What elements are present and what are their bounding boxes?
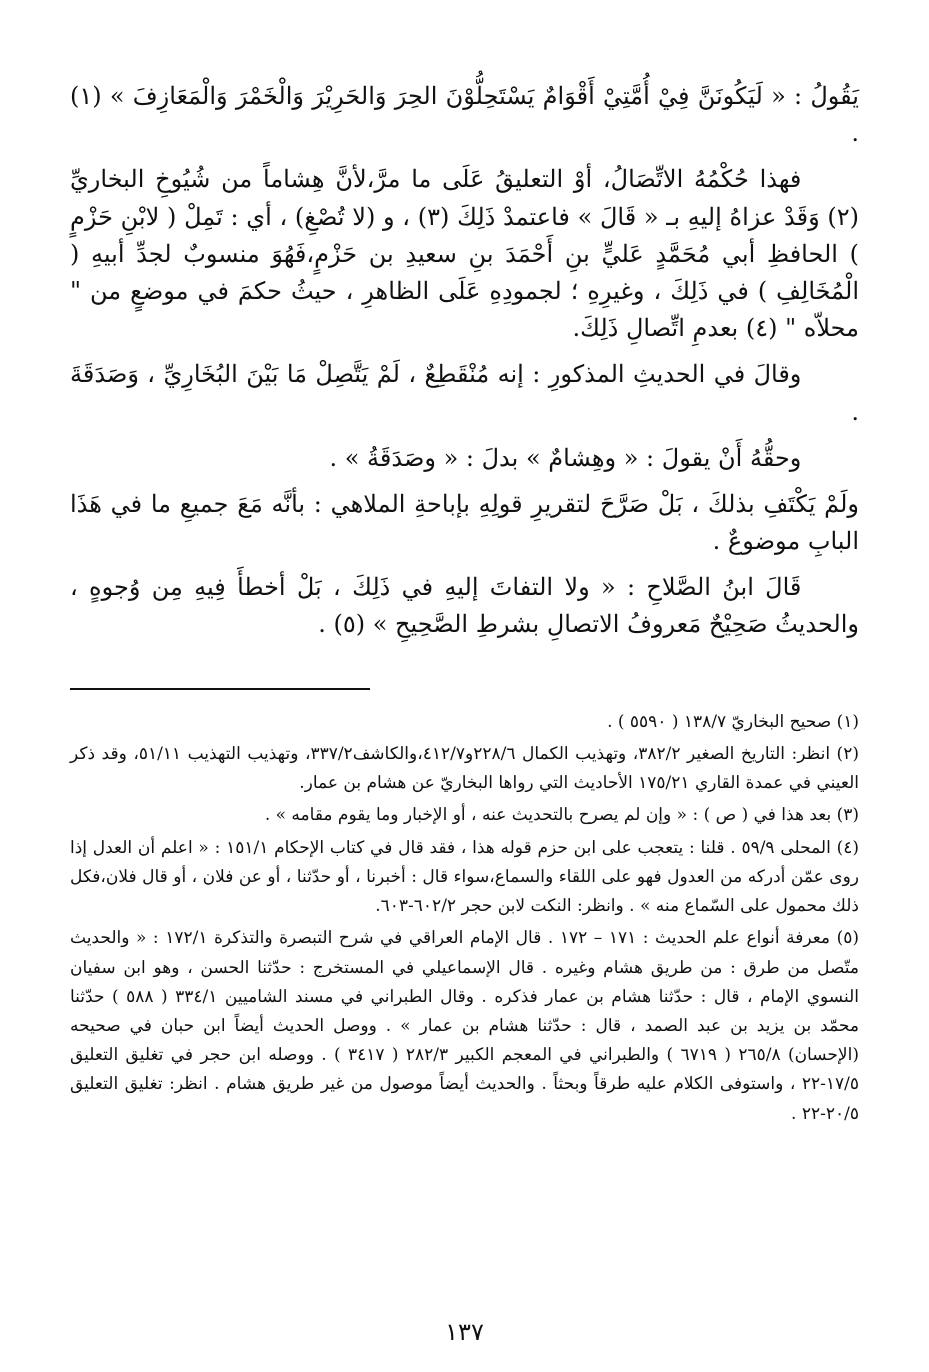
footnote-4: (٤) المحلى ٥٩/٩ . قلنا : يتعجب على ابن حزم قوله هذا ، فقد قال في كتاب الإحكام ١٥١/١ : « اعلم أن العدل إذا روى عمّن أدركه من العدول فهو على اللقاء والسماع،سواء قال : أخبرنا ، أو حدّثنا ، أو عن فلان ، أو قال فلان،فكل ذلك محمول على السّماع منه » . وانظر: النكت لابن حجر ٦٠٢/٢-٦٠٣. bbox=[70, 837, 859, 917]
footnote-1: (١) صحيح البخاريّ ١٣٨/٧ ( ٥٥٩٠ ) . bbox=[607, 711, 859, 732]
page-number: ١٣٧ bbox=[445, 1318, 484, 1346]
body-paragraph-2: فهذا حُكْمُهُ الاتِّصَالُ، أوْ التعليقُ عَلَى ما مرَّ،لأنَّ هِشاماً من شُيُوخِ البخاريِّ (٢) وَقَدْ عزاهُ إليهِ بـ « قَالَ » فاعتمدْ ذَلِكَ (٣) ، و (لا تُصْغِ) ، أي : تَمِلْ ( لابْنِ حَزْمٍ ) الحافظِ أبي مُحَمَّدٍ عَليٍّ بنِ أَحْمَدَ بنِ سعيدِ بن حَزْمٍ،فَهُوَ منسوبٌ لجدِّ أبيهِ ( الْمُخَالِفِ ) في ذَلِكَ ، وغيرِهِ ؛ لجمودِهِ عَلَى الظاهرِ ، حيثُ حكمَ في موضعٍ من " محلاّه " (٤) بعدمِ اتِّصالِ ذَلِكَ. bbox=[70, 165, 860, 343]
main-text bbox=[70, 78, 859, 644]
footnote-5: (٥) معرفة أنواع علم الحديث : ١٧١ – ١٧٢ . قال الإمام العراقي في شرح التبصرة والتذكرة ١٧٢/١ : « والحديث متّصل من طرق : من طريق هشام وغيره . قال الإسماعيلي في المستخرج : حدّثنا الحسن ، وهو ابن سفيان النسوي الإمام ، قال : حدّثنا هشام بن عمار فذكره . وقال الطبراني في مسند الشاميين ٣٣٤/١ ( ٥٨٨ ) حدّثنا محمّد بن يزيد بن عبد الصمد ، قال : حدّثنا هشام بن عمار » . ووصل الحديث أيضاً ابن حبان في صحيحه (الإحسان) ٢٦٥/٨ ( ٦٧١٩ ) والطبراني في المعجم الكبير ٢٨٢/٣ ( ٣٤١٧ ) . ووصله ابن حجر في تغليق التعليق ١٧/٥-٢٢ ، واستوفى الكلام عليه طرقاً وبحثاً . والحديث أيضاً موصول من غير طريق هشام . انظر: تغليق التعليق ٢٠/٥-٢٢ . bbox=[70, 928, 859, 1124]
footnote-3: (٣) بعد هذا في ( ص ) : « وإن لم يصرح بالتحديث عنه ، أو الإخبار وما يقوم مقامه » . bbox=[264, 805, 859, 826]
footnote-2: (٢) انظر: التاريخ الصغير ٣٨٢/٢، وتهذيب الكمال ٢٢٨/٦و٤١٢/٧،والكاشف٣٣٧/٢، وتهذيب التهذيب ٥١/١١، وقد ذكر العيني في عمدة القاري ١٧٥/٢١ الأحاديث التي رواها البخاريّ عن هشام بن عمار. bbox=[70, 743, 859, 794]
footnotes bbox=[70, 708, 859, 1129]
body-paragraph-1: يَقُولُ : « لَيَكُونَنَّ فِيْ أُمَّتِيْ أَقْوَامٌ يَسْتَحِلُّوْنَ الحِرَ وَالحَرِيْرَ وَالْخَمْرَ وَالْمَعَازِفَ » (١) . bbox=[70, 82, 859, 148]
body-paragraph-5: ولَمْ يَكْتَفِ بذلكَ ، بَلْ صَرَّحَ لتقريرِ قولِهِ بإباحةِ الملاهي : بأنَّه مَعَ جميعِ ما في هَذَا البابِ موضوعٌ . bbox=[70, 489, 859, 556]
footnote-separator bbox=[70, 688, 370, 690]
body-paragraph-3: وقالَ في الحديثِ المذكورِ : إنه مُنْقَطِعٌ ، لَمْ يَتَّصِلْ مَا بَيْنَ البُخَارِيِّ ، وَصَدَقَةَ . bbox=[70, 360, 859, 426]
body-paragraph-4: وحقُّهُ أَنْ يقولَ : « وهِشامٌ » بدلَ : « وصَدَقَةُ » . bbox=[329, 443, 802, 472]
body-paragraph-6: قَالَ ابنُ الصَّلاحِ : « ولا التفاتَ إليهِ في ذَلِكَ ، بَلْ أخطأَ فِيهِ مِن وُجوهٍ ، والحديثُ صَحِيْحٌ مَعروفُ الاتصالِ بشرطِ الصَّحِيحِ » (٥) . bbox=[70, 573, 859, 639]
footnote-separator-wrap bbox=[70, 688, 859, 690]
